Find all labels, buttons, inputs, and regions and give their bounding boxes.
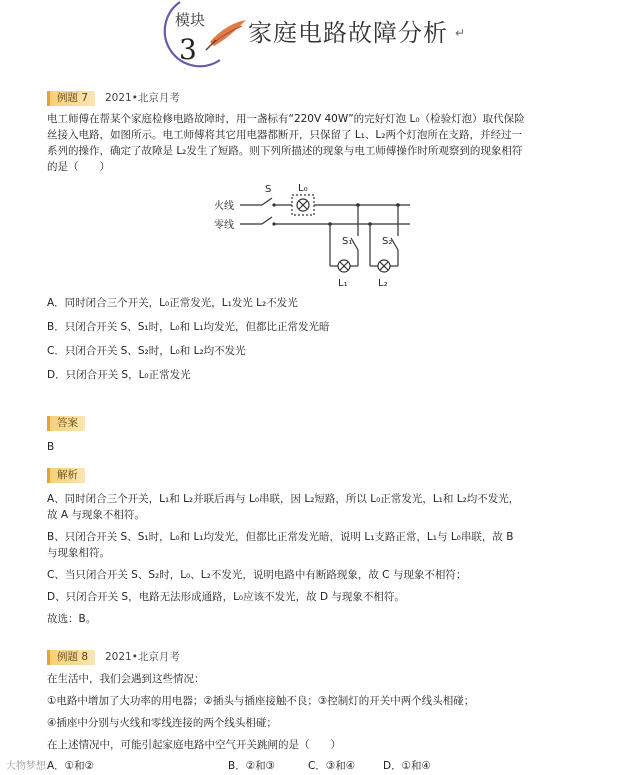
- lamp-l2-label: L₂: [378, 278, 388, 289]
- page-title: 家庭电路故障分析: [248, 19, 448, 47]
- question-line: ①电路中增加了大功率的用电器；②插头与插座接触不良；③控制灯的开关中两个线头相碰；: [47, 695, 475, 707]
- option-d: D．只闭合开关 S，L₀正常发光: [47, 369, 191, 381]
- answer-tag: 答案: [47, 416, 85, 431]
- analysis-line: D、只闭合开关 S，电路无法形成通路，L₀应该不发光，故 D 与现象不相符。: [47, 591, 405, 603]
- neutral-wire-label: 零线: [214, 220, 234, 231]
- question-line: 在生活中，我们会遇到这些情况：: [47, 673, 205, 685]
- option-d: D．①和④: [383, 760, 431, 772]
- lamp-l0-label: L₀: [298, 183, 308, 194]
- question-line: 电工师傅在帮某个家庭检修电路故障时，用一盏标有“220V 40W”的完好灯泡 L₀（检验灯泡）取代保险: [47, 113, 525, 125]
- module-number: 3: [179, 33, 197, 66]
- option-a: A．同时闭合三个开关，L₀正常发光，L₁发光 L₂不发光: [47, 297, 298, 309]
- analysis-line: C、当只闭合开关 S、S₂时，L₀、L₂不发光，说明电路中有断路现象，故 C 与现象不相符；: [47, 569, 467, 581]
- example-7-tag: 例题 7: [47, 91, 95, 106]
- question-line: 的是（ ）: [47, 161, 110, 173]
- live-wire-label: 火线: [214, 201, 234, 212]
- watermark: 大物梦想: [6, 761, 46, 772]
- question-line: 丝接入电路，如图所示。电工师傅将其它用电器都断开，只保留了 L₁、L₂两个灯泡所在支路，并经过一: [47, 129, 522, 141]
- analysis-tag: 解析: [47, 468, 85, 483]
- circuit-diagram: [210, 178, 420, 290]
- title-return-mark: ↵: [455, 26, 466, 40]
- example-8-source: 2021•北京月考: [105, 651, 180, 663]
- question-line: ④插座中分别与火线和零线连接的两个线头相碰；: [47, 717, 277, 729]
- analysis-line: A、同时闭合三个开关，L₁和 L₂并联后再与 L₀串联，因 L₂短路，所以 L₀正常发光，L₁和 L₂均不发光，: [47, 493, 520, 505]
- module-label: 模块: [175, 11, 206, 29]
- example-8-tag: 例题 8: [47, 650, 95, 665]
- switch-s-label: S: [265, 184, 272, 195]
- answer-text: B: [47, 441, 55, 453]
- question-line: 在上述情况中，可能引起家庭电路中空气开关跳闸的是（ ）: [47, 739, 341, 751]
- option-b: B．只闭合开关 S、S₁时，L₀和 L₁均发光，但都比正常发光暗: [47, 321, 330, 333]
- analysis-line: 故选：B。: [47, 613, 97, 625]
- switch-s1-label: S₁: [342, 236, 353, 247]
- analysis-line: 故 A 与现象不相符。: [47, 509, 145, 521]
- question-line: 系列的操作，确定了故障是 L₂发生了短路。则下列所描述的现象与电工师傅操作时所观察到的现象相符: [47, 145, 523, 157]
- example-7-source: 2021•北京月考: [105, 92, 180, 104]
- option-c: C．只闭合开关 S、S₂时，L₀和 L₂均不发光: [47, 345, 246, 357]
- option-a: A．①和②: [47, 760, 95, 772]
- switch-s2-label: S₂: [382, 236, 393, 247]
- analysis-line: B、只闭合开关 S、S₁时，L₀和 L₁均发光，但都比正常发光暗，说明 L₁支路正常，L₁与 L₀串联，故 B: [47, 531, 514, 543]
- option-c: C．③和④: [308, 760, 356, 772]
- lamp-l1-label: L₁: [338, 278, 348, 289]
- option-b: B．②和③: [228, 760, 276, 772]
- analysis-line: 与现象相符。: [47, 547, 110, 559]
